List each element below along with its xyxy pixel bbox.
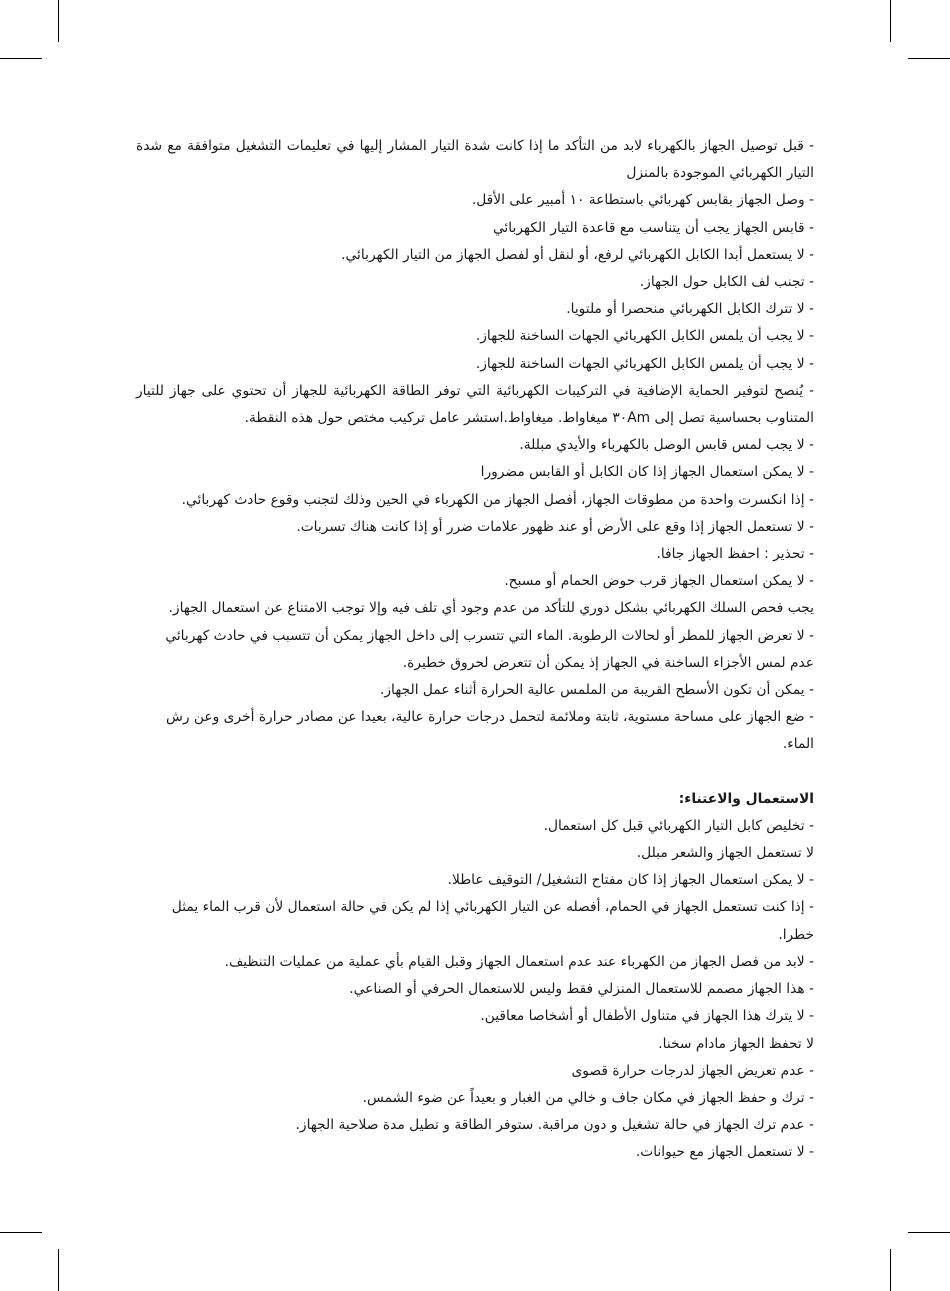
safety-line: - يُنصح لتوفير الحماية الإضافية في التركيبات الكهربائية التي توفر الطاقة الكهربائية للجهاز أن تحتوي على جهاز للتيار المتناوب بحساسية تصل إلى ٣٠Am ميغاواط. ميغاواط.استشر عامل تركيب مختص حول هذه النقطة.	[136, 382, 814, 427]
safety-line: - إذا انكسرت واحدة من مطوقات الجهاز، أفصل الجهاز من الكهرباء في الحين وذلك لتجنب وقوع حادث كهربائي.	[181, 491, 814, 508]
section-gap	[136, 759, 814, 786]
document-body	[136, 133, 814, 1167]
usage-line: - عدم ترك الجهاز في حالة تشغيل و دون مراقبة. ستوفر الطاقة و تطيل مدة صلاحية الجهاز.	[295, 1117, 814, 1134]
usage-line: - هذا الجهاز مصمم للاستعمال المنزلي فقط وليس للاستعمال الحرفي أو الصناعي.	[349, 981, 814, 998]
safety-line: - ضع الجهاز على مساحة مستوية، ثابتة وملائمة لتحمل درجات حرارة عالية، بعيدا عن مصادر حرارة أخرى وعن رش الماء.	[165, 709, 814, 753]
usage-line: - لا يمكن استعمال الجهاز إذا كان مفتاح التشغيل/ التوقيف عاطلا.	[447, 872, 814, 889]
safety-line: - لا يمكن استعمال الجهاز قرب حوض الحمام أو مسبح.	[504, 573, 814, 590]
safety-line: - تحذير : احفظ الجهاز جافا.	[656, 546, 814, 563]
safety-line: يجب فحص السلك الكهربائي بشكل دوري للتأكد من عدم وجود أي تلف فيه وإلا توجب الامتناع عن استعمال الجهاز.	[168, 600, 814, 617]
usage-line: - ترك و حفظ الجهاز في مكان جاف و خالي من الغبار و بعيداً عن ضوء الشمس.	[362, 1089, 814, 1106]
crop-mark-top-right-horizontal	[908, 58, 950, 59]
safety-line: - لا يجب أن يلمس الكابل الكهربائي الجهات الساخنة للجهاز.	[475, 355, 814, 372]
usage-line: - لا يترك هذا الجهاز في متناول الأطفال أو أشخاصا معاقين.	[480, 1008, 814, 1025]
safety-line: - لا يمكن استعمال الجهاز إذا كان الكابل أو القابس مضرورا	[480, 464, 814, 481]
crop-mark-top-left-vertical	[58, 0, 59, 42]
usage-line: - تخليص كابل التيار الكهربائي قبل كل استعمال.	[543, 817, 814, 834]
crop-mark-bottom-left-vertical	[58, 1249, 59, 1291]
safety-line: عدم لمس الأجزاء الساخنة في الجهاز إذ يمكن أن تتعرض لحروق خطيرة.	[402, 654, 814, 671]
safety-line: - قابس الجهاز يجب أن يتناسب مع قاعدة التيار الكهربائي	[492, 219, 814, 236]
crop-mark-bottom-right-horizontal	[908, 1232, 950, 1233]
safety-line: - لا يستعمل أبدا الكابل الكهربائي لرفع، أو لنقل أو لفصل الجهاز من التيار الكهربائي.	[341, 246, 814, 263]
safety-line: - لا تعرض الجهاز للمطر أو لحالات الرطوبة. الماء التي تتسرب إلى داخل الجهاز يمكن أن تتسبب في حادث كهربائي	[165, 627, 814, 644]
crop-mark-bottom-left-horizontal	[0, 1232, 42, 1233]
crop-mark-top-right-vertical	[890, 0, 891, 42]
safety-line: - لا يجب أن يلمس الكابل الكهربائي الجهات الساخنة للجهاز.	[475, 328, 814, 345]
safety-line: - يمكن أن تكون الأسطح القريبة من الملمس عالية الحرارة أثناء عمل الجهاز.	[379, 682, 814, 699]
usage-line: - إذا كنت تستعمل الجهاز في الحمام، أفصله عن التيار الكهربائي إذا لم يكن في حالة استعمال لأن قرب الماء يمثل خطرا.	[171, 899, 814, 943]
usage-line: - لا تستعمل الجهاز مع حيوانات.	[635, 1144, 814, 1161]
section-heading: الاستعمال والاعتناء:	[678, 790, 814, 807]
usage-line: - لابد من فصل الجهاز من الكهرباء عند عدم استعمال الجهاز وقبل القيام بأي عملية من عمليات التنظيف.	[224, 953, 814, 970]
safety-line: - تجنب لف الكابل حول الجهاز.	[639, 274, 814, 291]
safety-line: - قبل توصيل الجهاز بالكهرباء لابد من التأكد ما إذا كانت شدة التيار المشار إليها في تعليمات التشغيل متوافقة مع شدة التيار الكهربائي الموجودة بالمنزل	[136, 138, 814, 182]
usage-line: - عدم تعريض الجهاز لدرجات حرارة قصوى	[571, 1062, 814, 1079]
safety-line: - لا تستعمل الجهاز إذا وقع على الأرض أو عند ظهور علامات ضرر أو إذا كانت هناك تسربات.	[296, 518, 814, 535]
usage-line: لا تحفظ الجهاز مادام سخنا.	[658, 1035, 814, 1052]
usage-line: لا تستعمل الجهاز والشعر مبلل.	[636, 845, 814, 862]
safety-line: - لا تترك الكابل الكهربائي منحصرا أو ملتويا.	[566, 301, 814, 318]
crop-mark-top-left-horizontal	[0, 58, 42, 59]
usage-section	[136, 786, 814, 1167]
safety-section	[136, 133, 814, 759]
crop-mark-bottom-right-vertical	[890, 1249, 891, 1291]
safety-line: - لا يجب لمس قابس الوصل بالكهرباء والأيدي مبللة.	[519, 437, 814, 454]
safety-line: - وصل الجهاز بقابس كهربائي باستطاعة ١٠ أمبير على الأقل.	[471, 192, 814, 209]
